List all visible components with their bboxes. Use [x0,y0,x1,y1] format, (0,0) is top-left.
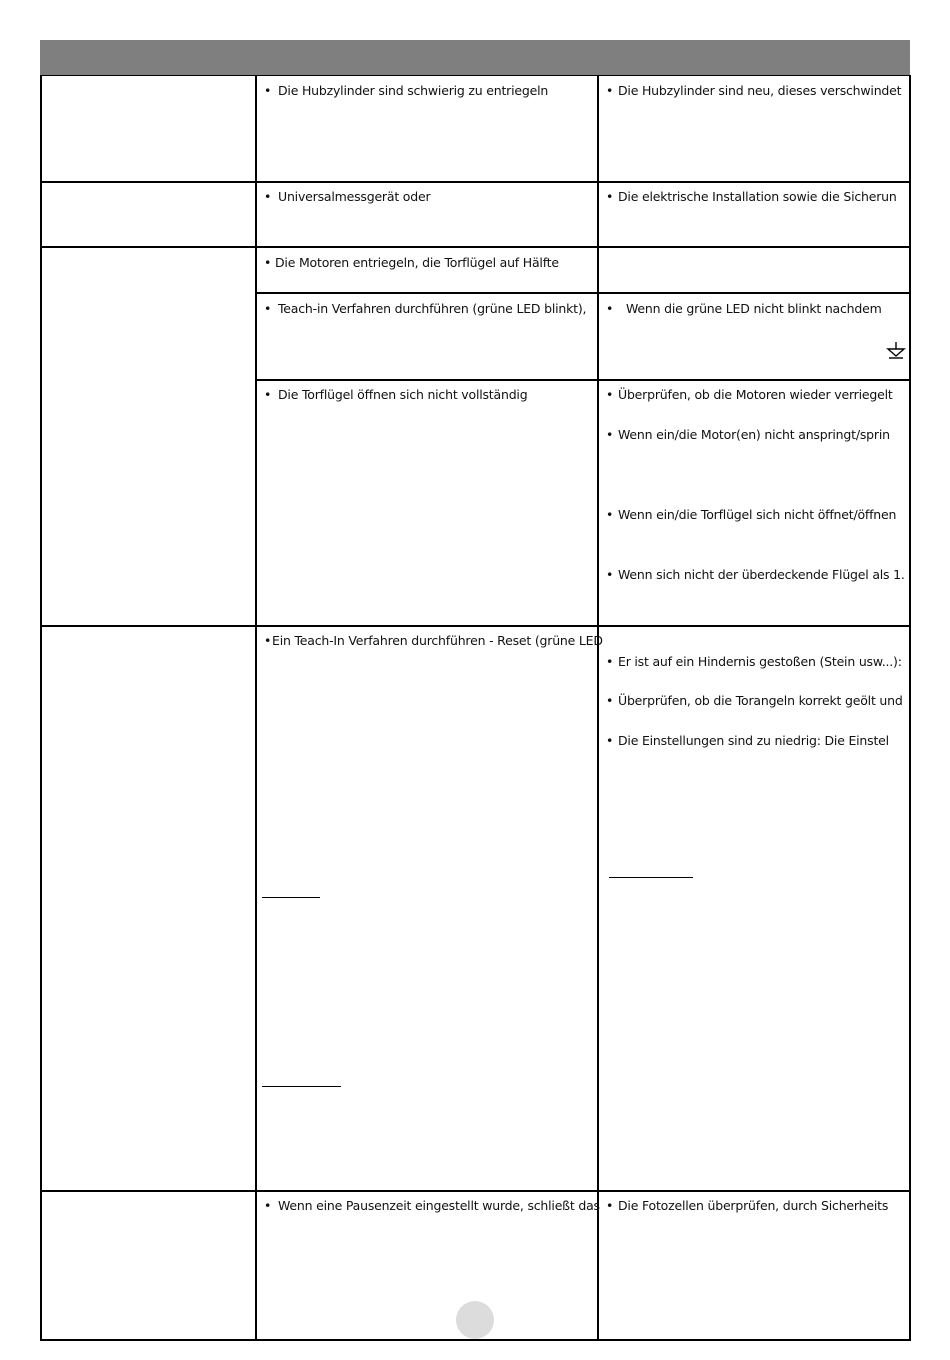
row-divider [40,181,910,183]
underline-rule [262,1086,341,1087]
bullet: • [264,633,272,648]
bullet: • [606,189,614,204]
solution-item: • Wenn die grüne LED nicht blinkt nachdem [606,301,882,316]
bullet: • [264,301,272,316]
bullet: • [606,507,614,522]
solution-item: • Überprüfen, ob die Motoren wieder verriegelt [606,387,893,402]
row-divider [40,246,910,248]
cause-item: • Universalmessgerät oder [264,189,431,204]
bullet: • [264,189,272,204]
row-divider [40,1190,910,1192]
solution-item: • Die elektrische Installation sowie die Sicherun [606,189,897,204]
bullet: • [606,387,614,402]
bullet: • [606,83,614,98]
column-divider-1 [255,75,257,1340]
bullet: • [606,733,614,748]
cause-item: • Teach-in Verfahren durchführen (grüne LED blinkt), [264,301,587,316]
bullet: • [264,255,272,270]
cause-item: • Die Hubzylinder sind schwierig zu entriegeln [264,83,549,98]
solution-item: • Die Einstellungen sind zu niedrig: Die Einstel [606,733,889,748]
underline-rule [609,877,693,878]
underline-rule [262,897,320,898]
row-divider [40,625,910,627]
solution-item: • Er ist auf ein Hindernis gestoßen (Stein usw...): [606,654,902,669]
bullet: • [606,693,614,708]
bullet: • [264,83,272,98]
bullet: • [606,1198,614,1213]
bullet: • [606,654,614,669]
solution-item: • Wenn ein/die Motor(en) nicht anspringt/sprin [606,427,890,442]
solution-item: • Die Fotozellen überprüfen, durch Sicherheits [606,1198,889,1213]
bullet: • [606,567,614,582]
cause-item: • Die Torflügel öffnen sich nicht vollständig [264,387,528,402]
cause-item: • Wenn eine Pausenzeit eingestellt wurde, schließt das [264,1198,600,1213]
solution-item: • Wenn sich nicht der überdeckende Flügel als 1. [606,567,905,582]
bullet: • [606,427,614,442]
page-number-marker [456,1301,494,1339]
ground-arrow-icon [886,341,906,359]
solution-item: • Die Hubzylinder sind neu, dieses verschwindet [606,83,902,98]
bullet: • [264,387,272,402]
bullet: • [606,301,614,316]
cause-item: • Die Motoren entriegeln, die Torflügel auf Hälfte [264,255,559,270]
solution-item: • Wenn ein/die Torflügel sich nicht öffnet/öffnen [606,507,897,522]
sub-row-divider [255,379,910,381]
column-divider-2 [597,75,599,1340]
table-header-bar [40,40,910,75]
solution-item: • Überprüfen, ob die Torangeln korrekt geölt und [606,693,903,708]
sub-row-divider [255,292,910,294]
cause-item: •Ein Teach-In Verfahren durchführen - Reset (grüne LED [264,633,603,648]
bullet: • [264,1198,272,1213]
